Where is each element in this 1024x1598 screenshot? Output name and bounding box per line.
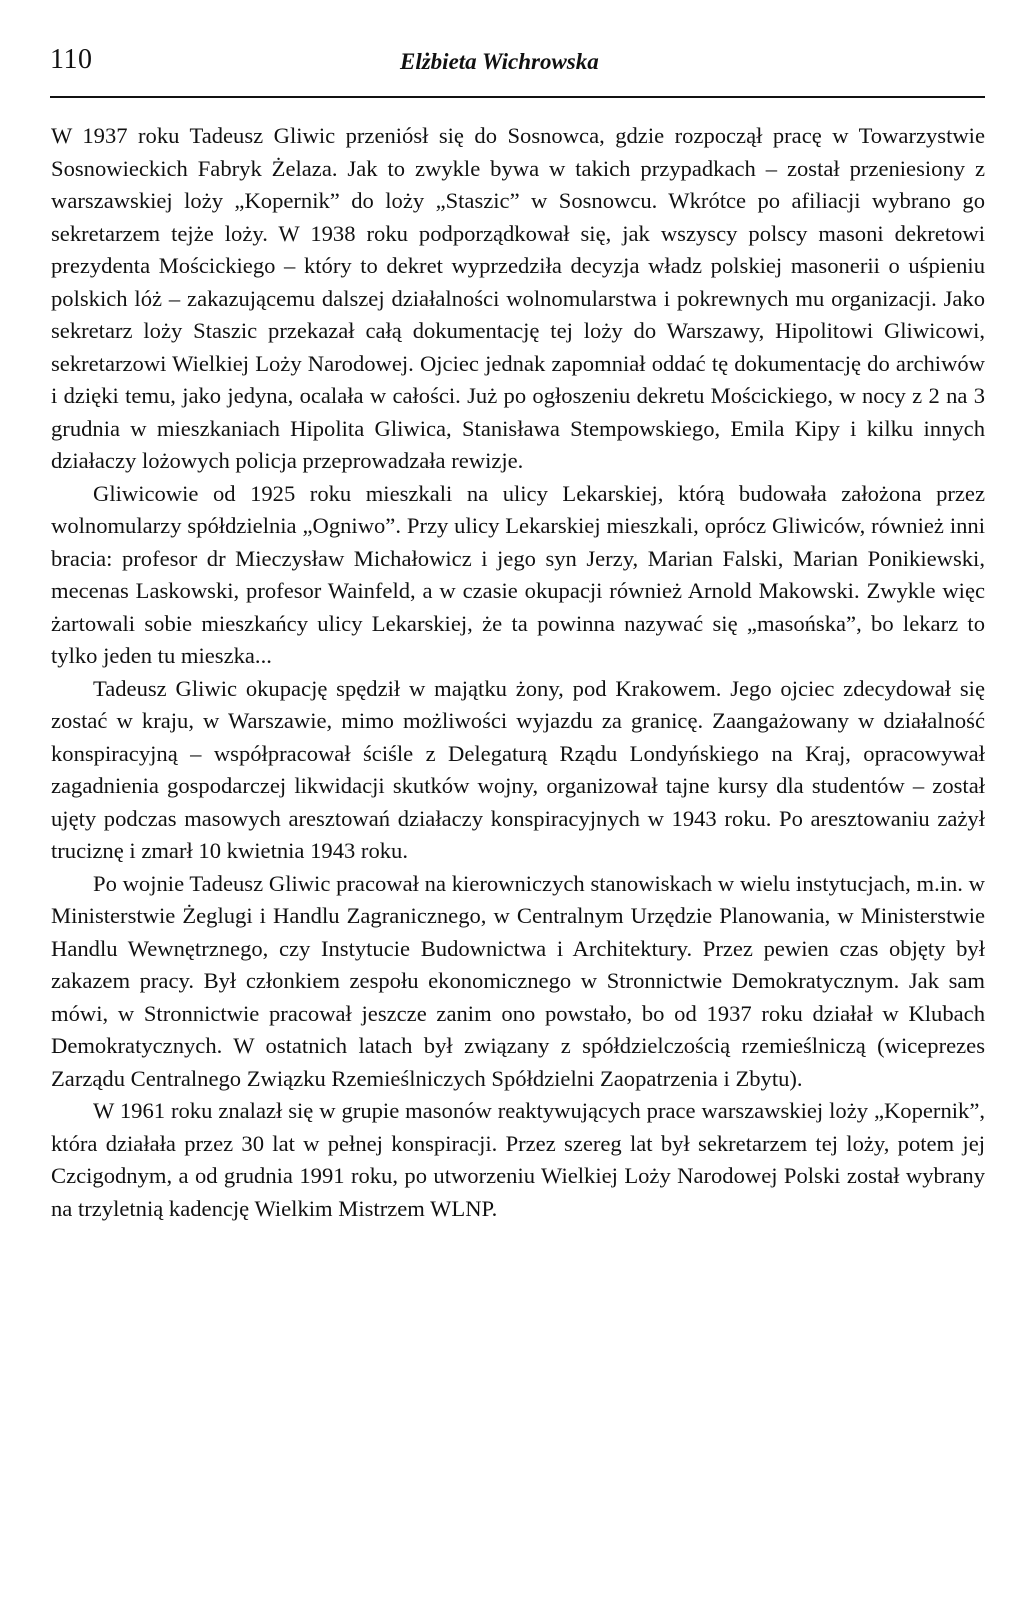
paragraph-5: W 1961 roku znalazł się w grupie masonów reaktywujących prace warszawskiej loży „Kopernik”, która działała przez 30 lat w pełnej konspiracji. Przez szereg lat był sekretarzem tej loży, potem jej Czcigodnym, a od grudnia 1991 roku, po utworzeniu Wielkiej Loży Narodowej Polski został wybrany na trzyletnią kadencję Wielkim Mistrzem WLNP.: [51, 1098, 985, 1221]
paragraph-1: W 1937 roku Tadeusz Gliwic przeniósł się do Sosnowca, gdzie rozpoczął pracę w Towarzystwie Sosnowieckich Fabryk Żelaza. Jak to zwykle bywa w takich przypadkach – został przeniesiony z warszawskiej loży „Kopernik” do loży „Staszic” w Sosnowcu. Wkrótce po afiliacji wybrano go sekretarzem tejże loży. W 1938 roku podporządkował się, jak wszyscy polscy masoni dekretowi prezydenta Mościckiego – który to dekret wyprzedziła decyzja władz polskiej masonerii o uśpieniu polskich lóż – zakazującemu dalszej działalności wolnomularstwa i pokrewnych mu organizacji. Jako sekretarz loży Staszic przekazał całą dokumentację tej loży do Warszawy, Hipolitowi Gliwicowi, sekretarzowi Wielkiej Loży Narodowej. Ojciec jednak zapomniał oddać tę dokumentację do archiwów i dzięki temu, jako jedyna, ocalała w całości. Już po ogłoszeniu dekretu Mościckiego, w nocy z 2 na 3 grudnia w mieszkaniach Hipolita Gliwica, Stanisława Stempowskiego, Emila Kipy i kilku innych działaczy lożowych policja przeprowadzała rewizje.: [51, 123, 985, 473]
paragraph-2: Gliwicowie od 1925 roku mieszkali na ulicy Lekarskiej, którą budowała założona przez wolnomularzy spółdzielnia „Ogniwo”. Przy ulicy Lekarskiej mieszkali, oprócz Gliwiców, również inni bracia: profesor dr Mieczysław Michałowicz i jego syn Jerzy, Marian Falski, Marian Ponikiewski, mecenas Laskowski, profesor Wainfeld, a w czasie okupacji również Arnold Makowski. Zwykle więc żartowali sobie mieszkańcy ulicy Lekarskiej, że ta powinna nazywać się „masońska”, bo lekarz to tylko jeden tu mieszka...: [51, 480, 985, 668]
header-rule: [50, 96, 985, 98]
page-header: [50, 40, 985, 90]
paragraph-3: Tadeusz Gliwic okupację spędził w majątku żony, pod Krakowem. Jego ojciec zdecydował się zostać w kraju, w Warszawie, mimo możliwości wyjazdu za granicę. Zaangażowany w działalność konspiracyjną – współpracował ściśle z Delegaturą Rządu Londyńskiego na Kraj, opracowywał zagadnienia gospodarczej likwidacji skutków wojny, organizował tajne kursy dla studentów – został ujęty podczas masowych aresztowań działaczy konspiracyjnych w 1943 roku. Po aresztowaniu zażył truciznę i zmarł 10 kwietnia 1943 roku.: [51, 675, 985, 863]
running-head-author: Elżbieta Wichrowska: [400, 49, 599, 74]
body-text: [51, 120, 985, 1225]
paragraph-4: Po wojnie Tadeusz Gliwic pracował na kierowniczych stanowiskach w wielu instytucjach, m.in. w Ministerstwie Żeglugi i Handlu Zagranicznego, w Centralnym Urzędzie Planowania, w Ministerstwie Handlu Wewnętrznego, czy Instytucie Budownictwa i Architektury. Przez pewien czas objęty był zakazem pracy. Był członkiem zespołu ekonomicznego w Stronnictwie Demokratycznym. Jak sam mówi, w Stronnictwie pracował jeszcze zanim ono powstało, bo od 1937 roku działał w Klubach Demokratycznych. W ostatnich latach był związany z spółdzielczością rzemieślniczą (wiceprezes Zarządu Centralnego Związku Rzemieślniczych Spółdzielni Zaopatrzenia i Zbytu).: [51, 870, 985, 1091]
page-number: 110: [50, 44, 93, 75]
